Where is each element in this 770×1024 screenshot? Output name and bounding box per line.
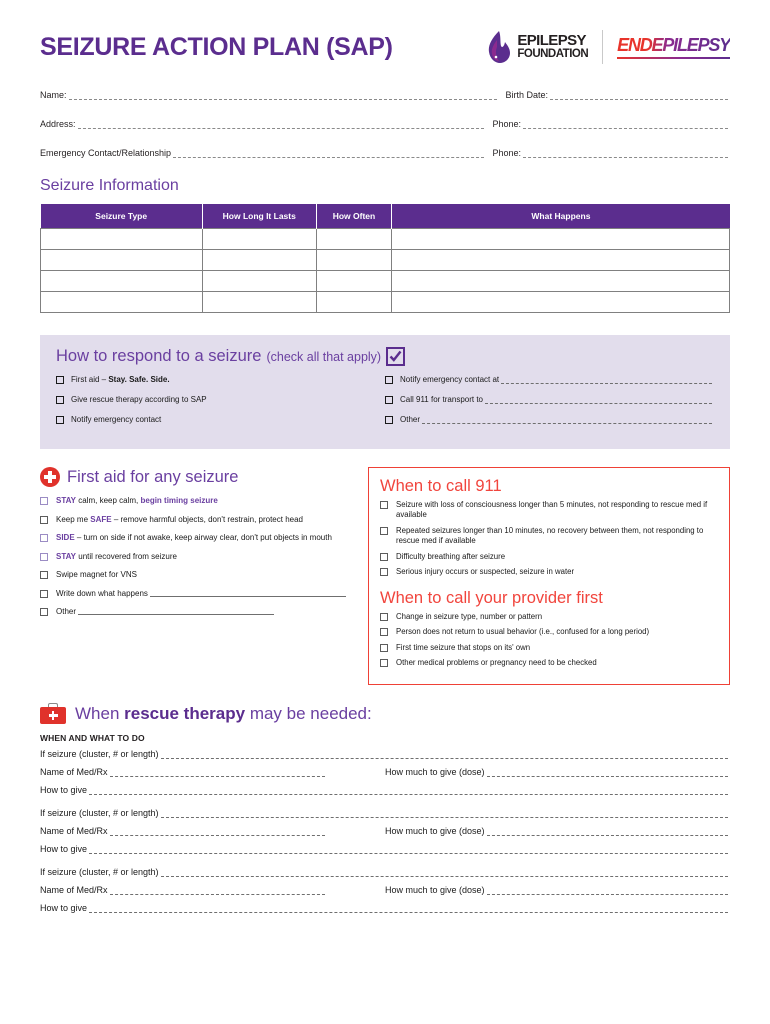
- if-seizure-input[interactable]: [161, 750, 728, 759]
- address-label: Address:: [40, 119, 76, 129]
- first-aid-item-label: Swipe magnet for VNS: [56, 570, 137, 580]
- how-much-input[interactable]: [487, 886, 728, 895]
- first-aid-section: [40, 467, 356, 626]
- first-aid-item-label: STAY calm, keep calm, begin timing seizure: [56, 496, 218, 505]
- checkbox-icon[interactable]: [40, 571, 48, 579]
- patient-info-fields: [40, 90, 730, 158]
- phone-label: Phone:: [492, 119, 521, 129]
- respond-heading-sub: (check all that apply): [266, 349, 382, 364]
- how-to-give-row: [40, 903, 730, 913]
- call-provider-checklist: [380, 612, 718, 669]
- call-provider-title: When to call your provider first: [380, 588, 603, 607]
- epilepsy-foundation-wordmark: [517, 34, 588, 59]
- first-aid-item-label: Other: [56, 607, 77, 617]
- table-cell[interactable]: [41, 229, 203, 250]
- table-header-row: [41, 204, 730, 229]
- call-provider-item[interactable]: [380, 643, 718, 653]
- end-epilepsy-underline: [617, 57, 730, 59]
- call-provider-item[interactable]: [380, 627, 718, 637]
- rescue-therapy-heading: [40, 703, 730, 724]
- checkbox-icon[interactable]: [380, 659, 388, 667]
- rescue-therapy-blocks: [40, 749, 730, 913]
- rescue-therapy-block: [40, 808, 730, 854]
- name-label: Name:: [40, 90, 67, 100]
- respond-columns: [56, 375, 714, 435]
- emergency-phone-label: Phone:: [492, 148, 521, 158]
- first-aid-item[interactable]: [40, 570, 356, 581]
- table-cell[interactable]: [202, 292, 316, 313]
- how-to-give-label: How to give: [40, 785, 88, 796]
- call-911-item-label: Serious injury occurs or suspected, seizure in water: [396, 567, 575, 577]
- name-of-med-label: Name of Med/Rx: [40, 767, 108, 778]
- seizure-information-table: [40, 204, 730, 313]
- call-provider-item[interactable]: [380, 658, 718, 668]
- name-of-med-label: Name of Med/Rx: [40, 826, 108, 837]
- end-epilepsy-wordmark: ENDEPILEPSY: [617, 35, 730, 55]
- respond-left-item[interactable]: [56, 415, 385, 424]
- first-aid-item[interactable]: [40, 496, 356, 507]
- how-to-give-row: [40, 844, 730, 854]
- first-aid-checklist: [40, 496, 356, 618]
- table-cell[interactable]: [202, 250, 316, 271]
- respond-heading-main: How to respond to a seizure: [56, 347, 262, 365]
- call-provider-item-label: Change in seizure type, number or pattern: [396, 611, 543, 621]
- respond-right-item[interactable]: [385, 395, 714, 404]
- respond-right-column: [385, 375, 714, 435]
- birthdate-input[interactable]: [550, 91, 728, 100]
- how-to-give-input[interactable]: [89, 786, 728, 795]
- foundation-line-1: EPILEPSY: [517, 32, 586, 50]
- respond-item-input[interactable]: [501, 375, 712, 384]
- table-cell[interactable]: [41, 250, 203, 271]
- how-much-label: How much to give (dose): [385, 767, 485, 778]
- med-dose-row: [40, 826, 730, 836]
- how-to-give-input[interactable]: [89, 845, 728, 854]
- if-seizure-label: If seizure (cluster, # or length): [40, 867, 159, 878]
- first-aid-heading: [40, 467, 356, 487]
- rescue-therapy-block: [40, 867, 730, 913]
- checkbox-icon[interactable]: [380, 613, 388, 621]
- table-cell[interactable]: [316, 292, 392, 313]
- how-to-give-label: How to give: [40, 903, 88, 914]
- respond-right-item-label: Call 911 for transport to: [400, 395, 484, 404]
- checkbox-icon[interactable]: [385, 416, 393, 424]
- respond-right-item[interactable]: [385, 375, 714, 384]
- table-cell[interactable]: [316, 229, 392, 250]
- first-aid-item-label: SIDE – turn on side if not awake, keep airway clear, don't put objects in mouth: [56, 533, 332, 543]
- table-row[interactable]: [41, 271, 730, 292]
- respond-left-item[interactable]: [56, 395, 385, 404]
- table-cell[interactable]: [316, 271, 392, 292]
- seizure-information-title: Seizure Information: [40, 177, 179, 194]
- checkbox-icon[interactable]: [380, 527, 388, 535]
- table-cell[interactable]: [41, 271, 203, 292]
- emergency-phone-input[interactable]: [523, 149, 728, 158]
- page-title: SEIZURE ACTION PLAN (SAP): [40, 32, 393, 61]
- how-to-give-label: How to give: [40, 844, 88, 855]
- address-input[interactable]: [78, 120, 485, 129]
- checkbox-icon[interactable]: [56, 416, 64, 424]
- call-911-title: When to call 911: [380, 477, 502, 495]
- birthdate-label: Birth Date:: [505, 90, 548, 100]
- call-911-checklist: [380, 500, 718, 578]
- first-aid-item[interactable]: [40, 607, 356, 618]
- first-aid-kit-icon: [40, 703, 66, 724]
- call-provider-item[interactable]: [380, 612, 718, 622]
- name-of-med-input[interactable]: [110, 886, 325, 895]
- how-to-give-input[interactable]: [89, 904, 728, 913]
- rescue-therapy-block: [40, 749, 730, 795]
- column-what-happens: What Happens: [392, 204, 730, 229]
- call-911-item-label: Seizure with loss of consciousness longer than 5 minutes, not responding to rescue med if available: [396, 500, 708, 520]
- phone-input[interactable]: [523, 120, 728, 129]
- table-cell[interactable]: [202, 229, 316, 250]
- respond-item-input[interactable]: [422, 415, 712, 424]
- call-provider-item-label: First time seizure that stops on its' own: [396, 642, 531, 652]
- checkbox-icon[interactable]: [40, 608, 48, 616]
- checkbox-icon[interactable]: [380, 553, 388, 561]
- checkbox-icon[interactable]: [385, 396, 393, 404]
- column-seizure-type: Seizure Type: [41, 204, 203, 229]
- rescue-therapy-title: [75, 704, 372, 724]
- end-epilepsy-logo: [617, 35, 730, 59]
- table-row[interactable]: [41, 250, 730, 271]
- respond-left-item[interactable]: [56, 375, 385, 384]
- if-seizure-input[interactable]: [161, 868, 728, 877]
- med-dose-row: [40, 885, 730, 895]
- respond-left-column: [56, 375, 385, 435]
- if-seizure-row: [40, 808, 730, 818]
- checkbox-icon[interactable]: [380, 628, 388, 636]
- checkbox-icon[interactable]: [380, 568, 388, 576]
- emergency-guidance-box: [368, 467, 730, 685]
- table-row[interactable]: [41, 229, 730, 250]
- rescue-title-bold: rescue therapy: [124, 703, 246, 723]
- how-much-label: How much to give (dose): [385, 826, 485, 837]
- how-much-input[interactable]: [487, 827, 728, 836]
- first-aid-title: First aid for any seizure: [67, 467, 239, 486]
- if-seizure-label: If seizure (cluster, # or length): [40, 808, 159, 819]
- document-header: [40, 0, 730, 64]
- name-birthdate-row: [40, 90, 730, 100]
- flame-icon: [486, 30, 512, 64]
- checkbox-icon[interactable]: [40, 534, 48, 542]
- how-to-give-row: [40, 785, 730, 795]
- table-cell[interactable]: [392, 250, 730, 271]
- first-aid-item[interactable]: [40, 589, 356, 600]
- if-seizure-input[interactable]: [161, 809, 728, 818]
- respond-right-item-label: Notify emergency contact at: [400, 375, 500, 384]
- emergency-contact-row: [40, 148, 730, 158]
- table-cell[interactable]: [392, 271, 730, 292]
- name-of-med-label: Name of Med/Rx: [40, 885, 108, 896]
- how-much-label: How much to give (dose): [385, 885, 485, 896]
- address-phone-row: [40, 119, 730, 129]
- checkbox-icon[interactable]: [40, 516, 48, 524]
- table-cell[interactable]: [392, 229, 730, 250]
- checkbox-icon[interactable]: [40, 590, 48, 598]
- mid-section: [40, 467, 730, 685]
- call-911-item[interactable]: [380, 500, 718, 521]
- checkbox-icon[interactable]: [380, 501, 388, 509]
- call-911-item-label: Difficulty breathing after seizure: [396, 551, 506, 561]
- checkbox-icon[interactable]: [56, 396, 64, 404]
- med-dose-row: [40, 767, 730, 777]
- call-911-item[interactable]: [380, 526, 718, 547]
- first-aid-item[interactable]: [40, 552, 356, 563]
- first-aid-item-label: Keep me SAFE – remove harmful objects, don't restrain, protect head: [56, 514, 303, 524]
- respond-right-item-label: Other: [400, 415, 421, 424]
- epilepsy-foundation-logo: [486, 30, 588, 64]
- respond-left-item-label: Notify emergency contact: [71, 415, 162, 424]
- first-aid-item-label: STAY until recovered from seizure: [56, 551, 177, 561]
- red-cross-icon: [40, 467, 60, 487]
- checkbox-icon[interactable]: [40, 497, 48, 505]
- first-aid-item-input[interactable]: [78, 607, 274, 615]
- emergency-contact-input[interactable]: [173, 149, 484, 158]
- when-and-what-subheading: WHEN AND WHAT TO DO: [40, 733, 145, 744]
- table-cell[interactable]: [316, 250, 392, 271]
- checked-checkbox-icon: [386, 347, 405, 366]
- logo-divider: [602, 30, 603, 64]
- if-seizure-label: If seizure (cluster, # or length): [40, 749, 159, 760]
- table-cell[interactable]: [202, 271, 316, 292]
- logo-group: [486, 30, 730, 64]
- respond-left-item-label: First aid – Stay. Safe. Side.: [71, 375, 170, 384]
- first-aid-item[interactable]: [40, 515, 356, 526]
- checkbox-icon[interactable]: [380, 644, 388, 652]
- call-provider-item-label: Person does not return to usual behavior (i.e., confused for a long period): [396, 627, 650, 637]
- how-much-input[interactable]: [487, 768, 728, 777]
- checkbox-icon[interactable]: [40, 553, 48, 561]
- respond-right-item[interactable]: [385, 415, 714, 424]
- table-row[interactable]: [41, 292, 730, 313]
- checkbox-icon[interactable]: [56, 376, 64, 384]
- emergency-contact-label: Emergency Contact/Relationship: [40, 148, 172, 158]
- column-how-long: How Long It Lasts: [202, 204, 316, 229]
- name-of-med-input[interactable]: [110, 768, 325, 777]
- first-aid-item-input[interactable]: [150, 589, 346, 597]
- call-provider-item-label: Other medical problems or pregnancy need to be checked: [396, 657, 597, 667]
- how-to-respond-box: [40, 335, 730, 449]
- rescue-title-pre: When: [75, 703, 125, 723]
- respond-item-input[interactable]: [485, 395, 712, 404]
- name-of-med-input[interactable]: [110, 827, 325, 836]
- call-911-item[interactable]: [380, 567, 718, 577]
- if-seizure-row: [40, 867, 730, 877]
- name-input[interactable]: [69, 91, 498, 100]
- checkbox-icon[interactable]: [385, 376, 393, 384]
- call-911-item[interactable]: [380, 552, 718, 562]
- table-cell[interactable]: [41, 292, 203, 313]
- table-cell[interactable]: [392, 292, 730, 313]
- first-aid-item[interactable]: [40, 533, 356, 544]
- column-how-often: How Often: [316, 204, 392, 229]
- foundation-line-2: FOUNDATION: [517, 47, 589, 60]
- call-911-item-label: Repeated seizures longer than 10 minutes, no recovery between them, not responding to rescue med if available: [396, 525, 704, 546]
- first-aid-item-label: Write down what happens: [56, 588, 148, 598]
- respond-heading: [56, 347, 714, 366]
- rescue-title-post: may be needed:: [245, 703, 372, 723]
- rescue-therapy-section: [40, 703, 730, 913]
- respond-left-item-label: Give rescue therapy according to SAP: [71, 395, 207, 404]
- if-seizure-row: [40, 749, 730, 759]
